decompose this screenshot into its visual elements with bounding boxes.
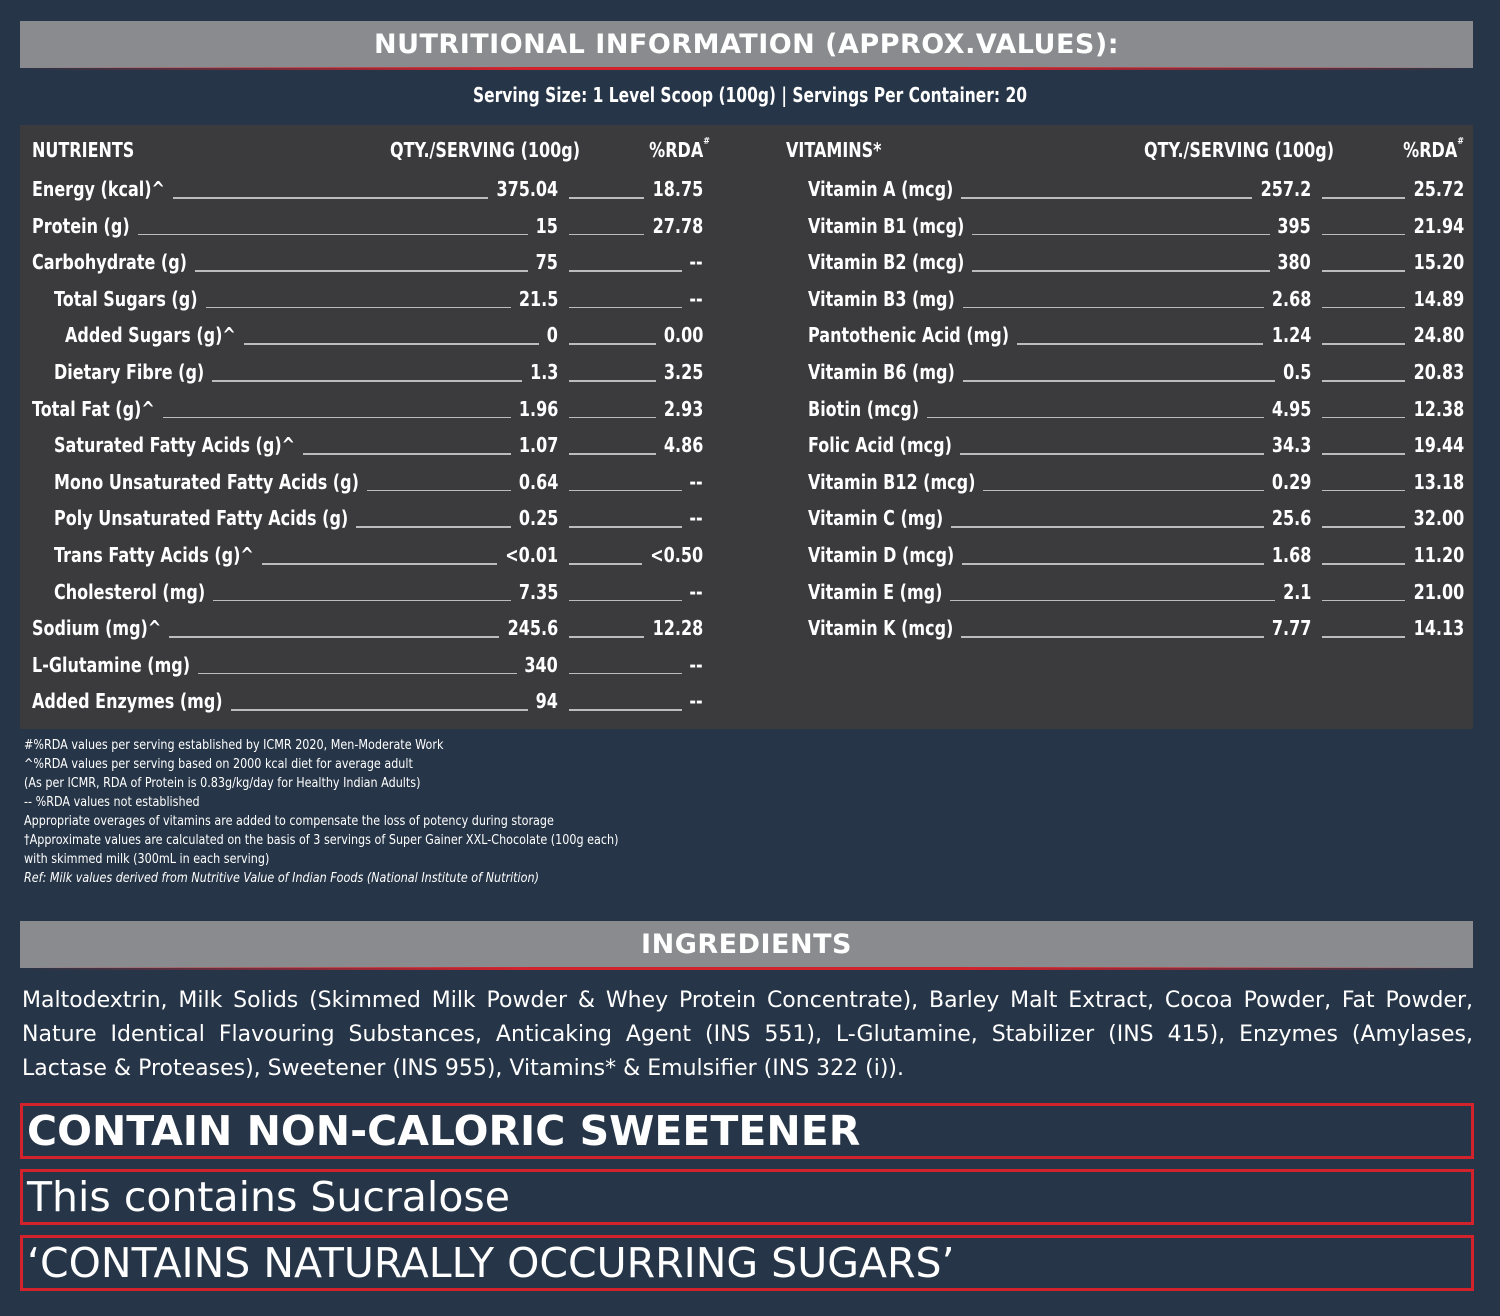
vitamin-row [20,543,1473,573]
nutrient-rda: 4.86 [663,433,703,458]
nutrient-qty: 245.6 [507,616,558,641]
leader-line [1322,417,1405,419]
warning-non-caloric-sweetener: CONTAIN NON-CALORIC SWEETENER [20,1103,1474,1159]
ingredients-text: Maltodextrin, Milk Solids (Skimmed Milk Powder & Whey Protein Concentrate), Barley Malt Extract, Cocoa Powder, Fat Powder, Nature Identical Flavouring Substances, Anticaking Agent (INS 551), L-Glutamine, Stabilizer (INS 415), Enzymes (Amylases, Lactase & Proteases), Sweetener (INS 955), Vitamins* & Emulsifier (INS 322 (i)). [22,988,1473,1081]
nutrient-rda: -- [689,652,703,677]
warning-natural-sugars: ‘CONTAINS NATURALLY OCCURRING SUGARS’ [20,1235,1474,1291]
vitamin-rda: 14.13 [1413,616,1464,641]
vitamin-row [20,616,1473,646]
vitamin-row [20,470,1473,500]
footnote-line: #%RDA values per serving established by ICMR 2020, Men-Moderate Work [24,738,444,753]
vitamin-qty: 25.6 [1271,506,1311,531]
vitamin-qty: 2.1 [1282,579,1311,604]
nutrient-name: Energy (kcal)^ [32,177,165,201]
nutrient-rda: 2.93 [663,396,703,421]
nutrient-name: Protein (g) [32,213,130,238]
vitamin-qty: 380 [1277,250,1311,275]
leader-line [961,636,1263,638]
vitamins-rda-col-header: %RDA# [1403,136,1464,162]
vitamin-name: Pantothenic Acid (mg) [808,323,1010,348]
nutrient-name: Cholesterol (mg) [54,579,206,604]
nutrient-name: L-Glutamine (mg) [32,652,191,677]
leader-line [951,526,1263,528]
leader-line [1322,307,1405,309]
vitamin-name: Vitamin A (mcg) [808,177,954,201]
nutrient-name: Saturated Fatty Acids (g)^ [54,433,296,458]
nutrient-rda: -- [689,469,703,494]
vitamin-row [20,433,1473,463]
vitamin-rda: 32.00 [1413,506,1464,531]
vitamin-rda: 24.80 [1413,323,1464,348]
nutrient-qty: <0.01 [505,543,558,567]
footnote-line: Appropriate overages of vitamins are added to compensate the loss of potency during storage [24,814,554,829]
nutrient-rda: 27.78 [652,213,703,238]
nutrient-rda: -- [689,689,703,714]
leader-line [1322,490,1405,492]
ingredients-header: INGREDIENTS [20,921,1473,968]
nutrition-header: NUTRITIONAL INFORMATION (APPROX.VALUES): [20,21,1473,68]
nutrient-qty: 94 [535,689,558,714]
vitamin-qty: 7.77 [1271,616,1311,641]
nutrient-name: Total Sugars (g) [54,286,198,311]
nutrient-rda: 18.75 [652,177,703,201]
vitamin-name: Vitamin B2 (mcg) [808,250,965,275]
nutrient-row [20,689,1473,719]
vitamin-rda: 21.94 [1413,213,1464,238]
vitamin-name: Vitamin C (mg) [808,506,944,531]
nutrient-qty: 375.04 [496,177,558,201]
nutrient-qty: 1.3 [529,360,558,384]
leader-line [983,490,1263,492]
nutrient-name: Added Sugars (g)^ [65,323,236,348]
nutrient-name: Trans Fatty Acids (g)^ [54,543,254,567]
vitamin-name: Vitamin B1 (mcg) [808,213,965,238]
footnote-lines [24,736,798,869]
vitamin-row [20,397,1473,427]
vitamin-name: Vitamin D (mcg) [808,543,955,567]
vitamin-name: Vitamin K (mcg) [808,616,954,641]
nutrient-row [20,653,1473,683]
leader-line [1322,270,1405,272]
vitamin-name: Vitamin B12 (mcg) [808,469,976,494]
leader-line [1322,234,1405,236]
vitamin-name: Biotin (mcg) [808,396,919,421]
footnote-line: ^%RDA values per serving based on 2000 kcal diet for average adult [24,757,413,772]
vitamin-row [20,360,1473,390]
nutrient-qty: 0.64 [518,469,558,494]
vitamin-row [20,250,1473,280]
vitamin-rda: 11.20 [1413,543,1464,567]
footnotes [24,736,798,888]
leader-line [963,307,1264,309]
footnote-line: (As per ICMR, RDA of Protein is 0.83g/kg/day for Healthy Indian Adults) [24,776,421,791]
nutrient-rda: -- [689,250,703,275]
leader-line [198,673,517,675]
leader-line [231,709,528,711]
nutrient-qty: 75 [535,250,558,275]
nutrient-name: Added Enzymes (mg) [32,689,223,714]
nutrient-qty: 0.25 [518,506,558,531]
vitamin-rda: 25.72 [1413,177,1464,201]
nutrient-qty: 7.35 [518,579,558,604]
warning-sucralose: This contains Sucralose [20,1169,1474,1225]
vitamin-name: Vitamin B6 (mg) [808,360,955,384]
vitamin-qty: 257.2 [1260,177,1311,201]
nutrient-rda: 3.25 [663,360,703,384]
vitamin-qty: 0.29 [1271,469,1311,494]
leader-line [1322,380,1405,382]
nutrient-qty: 15 [535,213,558,238]
vitamin-row [20,177,1473,207]
vitamin-qty: 1.68 [1271,543,1311,567]
vitamin-row [20,580,1473,610]
leader-line [972,234,1269,236]
nutrient-name: Sodium (mg)^ [32,616,162,641]
nutrient-name: Poly Unsaturated Fatty Acids (g) [54,506,349,531]
vitamin-name: Folic Acid (mcg) [808,433,952,458]
footnote-ref: Ref: Milk values derived from Nutritive Value of Indian Foods (National Institute of Nutrition) [24,871,539,886]
leader-line [927,417,1264,419]
nutrition-table [20,125,1473,729]
nutrient-rda: -- [689,579,703,604]
nutrient-rda: 12.28 [652,616,703,641]
footnote-line: †Approximate values are calculated on the basis of 3 servings of Super Gainer XXL-Chocolate (100g each) [24,833,619,848]
vitamin-rda: 21.00 [1413,579,1464,604]
nutrient-qty: 340 [524,652,558,677]
nutrient-qty: 0 [546,323,558,348]
vitamin-name: Vitamin E (mg) [808,579,943,604]
leader-line [961,197,1252,199]
nutrient-name: Total Fat (g)^ [32,396,155,421]
vitamin-rda: 20.83 [1413,360,1464,384]
vitamin-row [20,506,1473,536]
nutrients-rda-col-header: %RDA# [649,136,710,162]
leader-line [1322,453,1405,455]
nutrient-rda: -- [689,286,703,311]
vitamin-qty: 34.3 [1271,433,1311,458]
vitamin-rda: 13.18 [1413,469,1464,494]
vitamin-row [20,323,1473,353]
footnote-line: -- %RDA values not established [24,795,200,810]
vitamin-rda: 19.44 [1413,433,1464,458]
vitamins-col-header: VITAMINS* [786,138,882,162]
nutrients-col-header: NUTRIENTS [32,138,135,162]
footnote-line: with skimmed milk (300mL in each serving) [24,852,270,867]
vitamin-name: Vitamin B3 (mg) [808,286,955,311]
vitamin-qty: 395 [1277,213,1311,238]
nutrient-name: Carbohydrate (g) [32,250,187,275]
leader-line [1322,636,1405,638]
vitamin-row [20,287,1473,317]
vitamin-rda: 12.38 [1413,396,1464,421]
vitamin-rda: 14.89 [1413,286,1464,311]
nutrient-qty: 1.96 [518,396,558,421]
nutrient-qty: 1.07 [518,433,558,458]
leader-line [1322,600,1405,602]
vitamin-qty: 2.68 [1271,286,1311,311]
vitamin-rda: 15.20 [1413,250,1464,275]
leader-line [960,453,1264,455]
nutrient-rda: <0.50 [650,543,703,567]
serving-size-line: Serving Size: 1 Level Scoop (100g) | Servings Per Container: 20 [472,83,1028,107]
nutrient-rda: 0.00 [663,323,703,348]
leader-line [972,270,1269,272]
nutrients-qty-col-header: QTY./SERVING (100g) [390,138,581,162]
leader-line [569,709,682,711]
nutrient-name: Dietary Fibre (g) [54,360,205,384]
vitamin-row [20,214,1473,244]
leader-line [950,600,1274,602]
leader-line [1322,197,1405,199]
leader-line [1322,563,1405,565]
vitamin-qty: 0.5 [1282,360,1311,384]
leader-line [963,380,1275,382]
vitamin-qty: 4.95 [1271,396,1311,421]
vitamins-qty-col-header: QTY./SERVING (100g) [1144,138,1335,162]
nutrient-rda: -- [689,506,703,531]
leader-line [1322,526,1405,528]
leader-line [1017,343,1263,345]
nutrient-qty: 21.5 [518,286,558,311]
nutrient-name: Mono Unsaturated Fatty Acids (g) [54,469,359,494]
leader-line [962,563,1263,565]
vitamin-qty: 1.24 [1271,323,1311,348]
leader-line [569,673,682,675]
leader-line [1322,343,1405,345]
